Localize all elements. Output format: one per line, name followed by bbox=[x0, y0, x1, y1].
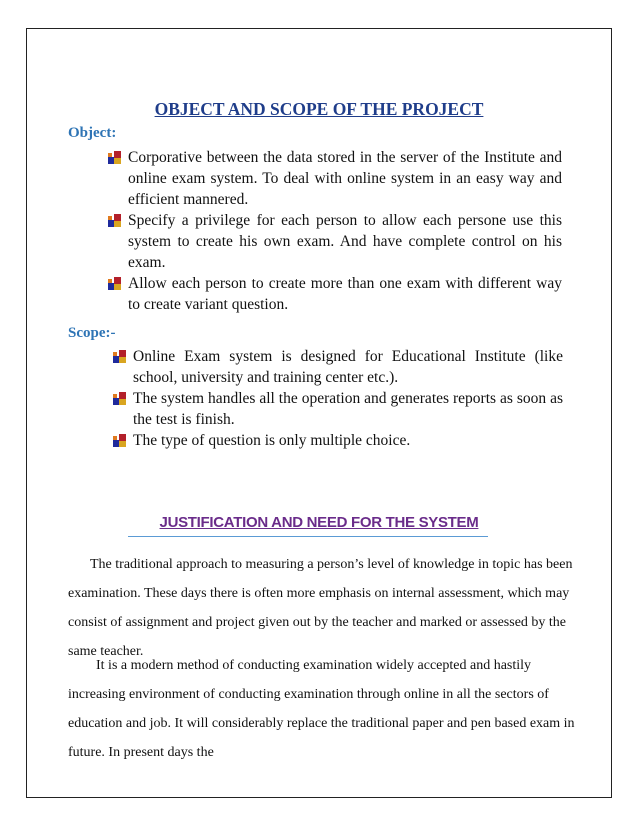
justification-title: JUSTIFICATION AND NEED FOR THE SYSTEM bbox=[159, 514, 479, 531]
scope-list bbox=[0, 346, 563, 451]
bullet-icon bbox=[108, 214, 122, 227]
list-item bbox=[0, 388, 563, 430]
object-label: Object: bbox=[68, 125, 117, 141]
scope-item-text: The type of question is only multiple choice. bbox=[133, 432, 411, 449]
object-item-text: Allow each person to create more than one exam with different way to create variant question. bbox=[128, 275, 562, 313]
list-item bbox=[0, 273, 562, 315]
page-title: OBJECT AND SCOPE OF THE PROJECT bbox=[154, 99, 484, 119]
paragraph-1: The traditional approach to measuring a person’s level of knowledge in topic has been examination. These days there is often more emphasis on internal assessment, which may consist of assignment and project given out by the teacher and marked or assessed by the same teacher. bbox=[68, 557, 573, 659]
bullet-icon bbox=[113, 392, 127, 405]
bullet-icon bbox=[113, 350, 127, 363]
list-item bbox=[0, 147, 562, 210]
list-item bbox=[0, 346, 563, 388]
object-item-text: Specify a privilege for each person to allow each persone use this system to create his own exam. And have complete control on his exam. bbox=[128, 212, 562, 271]
scope-item-text: The system handles all the operation and generates reports as soon as the test is finish. bbox=[133, 390, 563, 428]
object-item-text: Corporative between the data stored in the server of the Institute and online exam system. To deal with online system in an easy way and efficient mannered. bbox=[128, 149, 562, 208]
list-item bbox=[0, 430, 563, 451]
paragraph-2: It is a modern method of conducting examination widely accepted and hastily increasing environment of conducting examination through online in all the sectors of education and job. It will considerably replace the traditional paper and pen based exam in future. In present days the bbox=[68, 658, 575, 760]
bullet-icon bbox=[108, 151, 122, 164]
object-list bbox=[0, 147, 562, 315]
scope-label: Scope:- bbox=[68, 325, 116, 341]
bullet-icon bbox=[108, 277, 122, 290]
scope-item-text: Online Exam system is designed for Educational Institute (like school, university and training center etc.). bbox=[133, 348, 563, 386]
heading-rule bbox=[128, 536, 488, 537]
bullet-icon bbox=[113, 434, 127, 447]
list-item bbox=[0, 210, 562, 273]
